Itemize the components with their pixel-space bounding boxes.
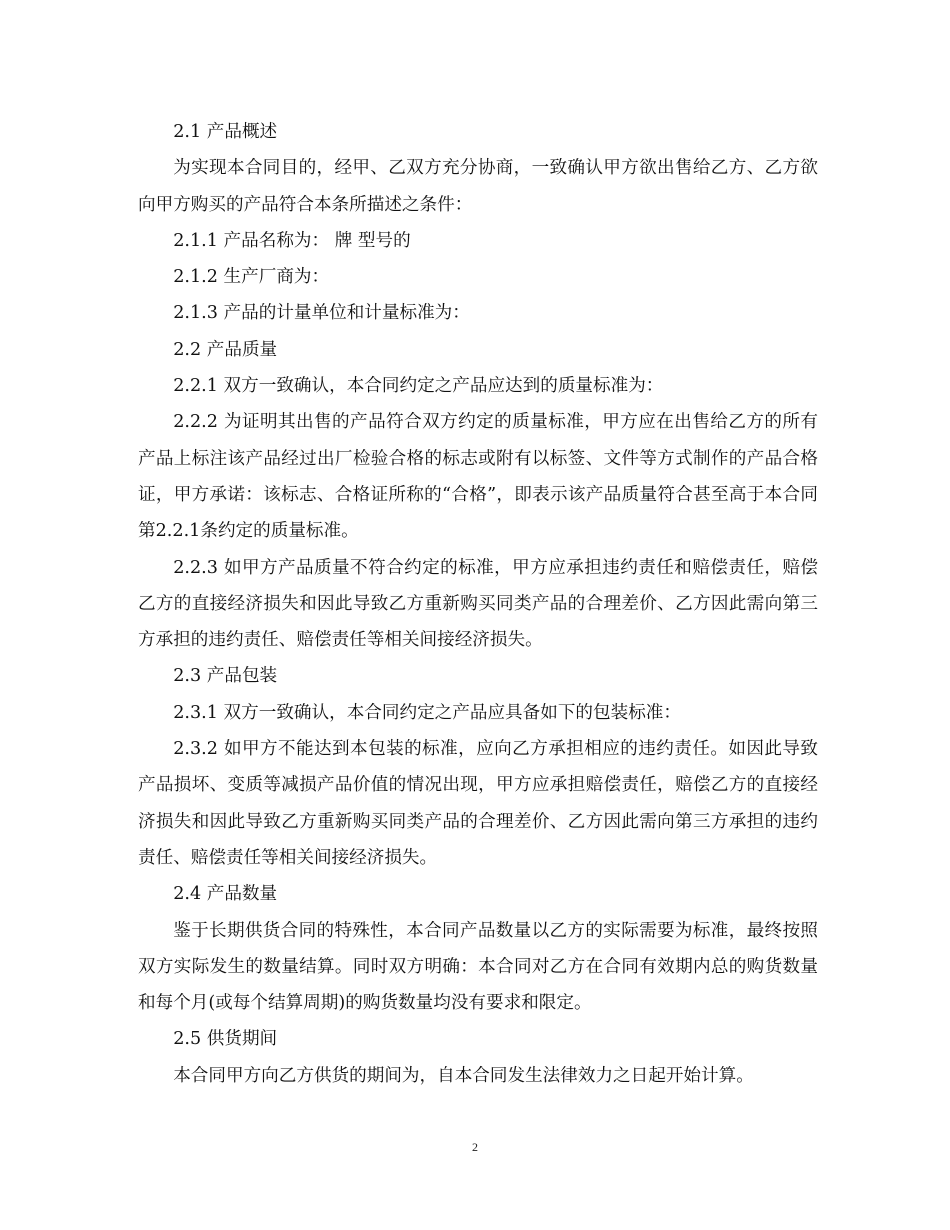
section-heading-2-2: 2.2 产品质量	[173, 339, 278, 360]
section-heading-2-5: 2.5 供货期间	[173, 1029, 278, 1050]
page-number: 2	[472, 1140, 478, 1154]
paragraph-2-4-body: 鉴于长期供货合同的特殊性，本合同产品数量以乙方的实际需要为标准，最终按照双方实际发生的数量结算。同时双方明确：本合同对乙方在合同有效期内总的购货数量和每个月(或每个结算周期)的购货数量均没有要求和限定。	[138, 920, 818, 1014]
document-body	[138, 114, 818, 1094]
clause-2-3-2: 2.3.2 如甲方不能达到本包装的标准，应向乙方承担相应的违约责任。如因此导致产品损坏、变质等减损产品价值的情况出现，甲方应承担赔偿责任，赔偿乙方的直接经济损失和因此导致乙方重新购买同类产品的合理差价、乙方因此需向第三方承担的违约责任、赔偿责任等相关间接经济损失。	[138, 739, 818, 868]
section-heading-2-3: 2.3 产品包装	[173, 666, 278, 687]
clause-2-1-2: 2.1.2 生产厂商为：	[173, 267, 330, 288]
clause-2-2-1: 2.2.1 双方一致确认，本合同约定之产品应达到的质量标准为：	[173, 376, 664, 397]
section-heading-2-4: 2.4 产品数量	[173, 884, 278, 905]
clause-2-2-3: 2.2.3 如甲方产品质量不符合约定的标准，甲方应承担违约责任和赔偿责任，赔偿乙方的直接经济损失和因此导致乙方重新购买同类产品的合理差价、乙方因此需向第三方承担的违约责任、赔偿责任等相关间接经济损失。	[138, 557, 818, 651]
clause-2-2-2: 2.2.2 为证明其出售的产品符合双方约定的质量标准，甲方应在出售给乙方的所有产品上标注该产品经过出厂检验合格的标志或附有以标签、文件等方式制作的产品合格证，甲方承诺：该标志、合格证所称的“合格”，即表示该产品质量符合甚至高于本合同第2.2.1条约定的质量标准。	[138, 412, 818, 542]
clause-2-1-3: 2.1.3 产品的计量单位和计量标准为：	[173, 303, 470, 324]
clause-2-1-1: 2.1.1 产品名称为： 牌 型号的	[173, 230, 411, 251]
paragraph-2-1-intro: 为实现本合同目的，经甲、乙双方充分协商，一致确认甲方欲出售给乙方、乙方欲向甲方购买的产品符合本条所描述之条件：	[138, 158, 818, 215]
paragraph-2-5-body: 本合同甲方向乙方供货的期间为，自本合同发生法律效力之日起开始计算。	[173, 1065, 754, 1086]
clause-2-3-1: 2.3.1 双方一致确认，本合同约定之产品应具备如下的包装标准：	[173, 702, 681, 723]
section-heading-2-1: 2.1 产品概述	[173, 122, 278, 142]
